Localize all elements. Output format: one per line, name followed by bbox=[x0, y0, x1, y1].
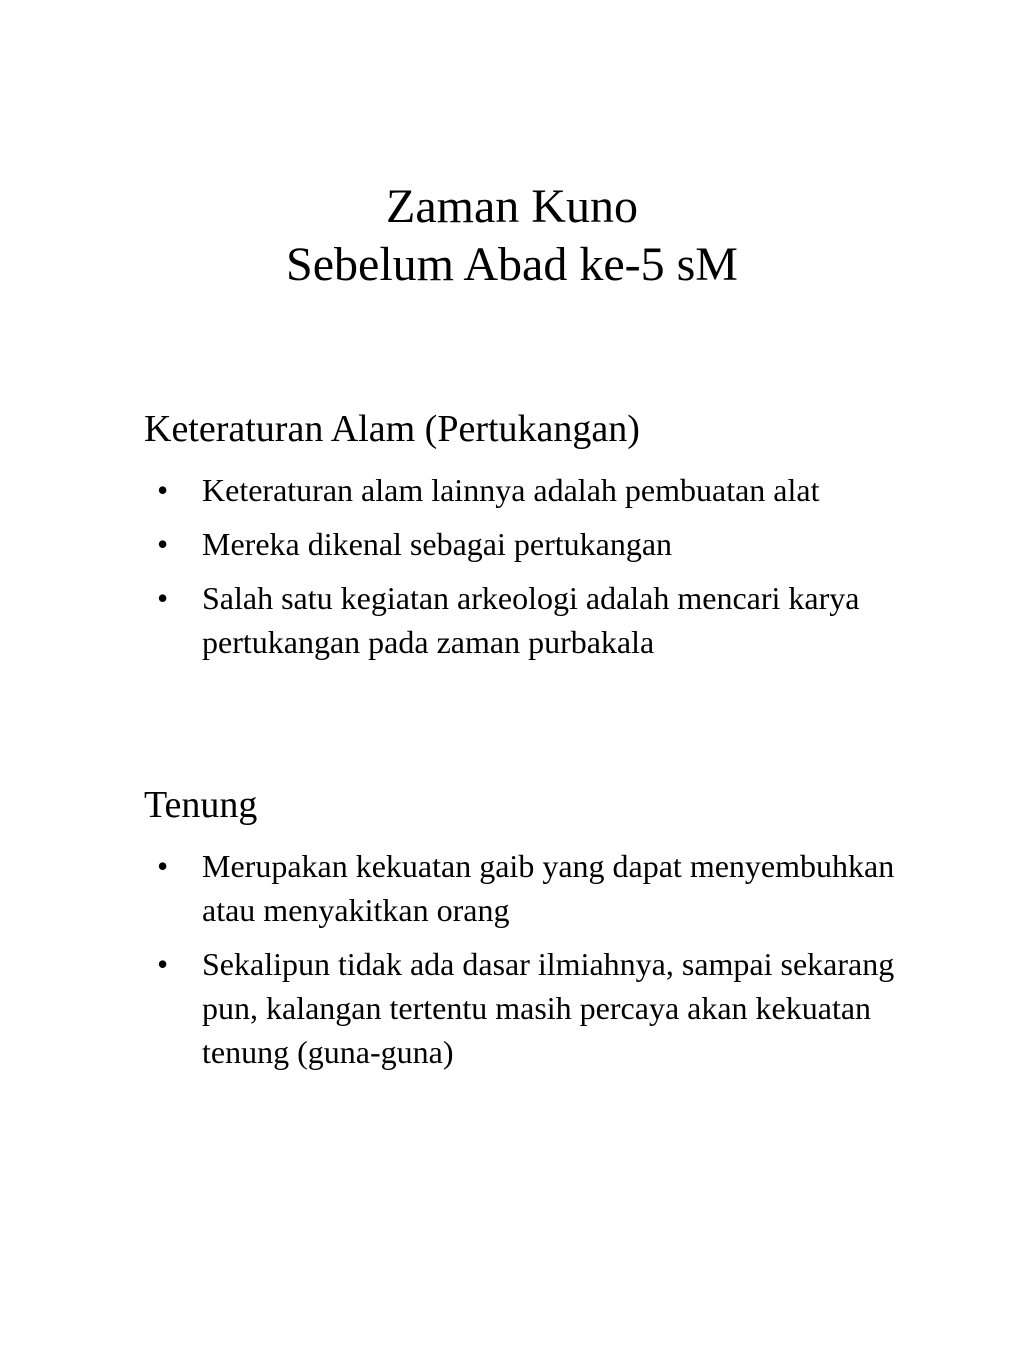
bullet-item bbox=[144, 468, 922, 512]
section-keteraturan-alam bbox=[144, 404, 944, 674]
section-tenung bbox=[144, 780, 944, 1084]
bullet-text: Sekalipun tidak ada dasar ilmiahnya, sampai sekarang pun, kalangan tertentu masih percaya akan kekuatan tenung (guna-guna) bbox=[202, 946, 895, 1070]
bullet-text: Keteraturan alam lainnya adalah pembuatan alat bbox=[202, 472, 820, 508]
bullet-item bbox=[144, 576, 922, 664]
bullet-icon: • bbox=[157, 472, 169, 508]
bullet-icon: • bbox=[157, 848, 169, 884]
bullet-item bbox=[144, 942, 922, 1074]
bullet-icon: • bbox=[157, 580, 169, 616]
section-heading: Keteraturan Alam (Pertukangan) bbox=[144, 408, 640, 450]
bullet-list bbox=[144, 468, 944, 664]
slide-title bbox=[0, 178, 1024, 294]
title-line-1: Zaman Kuno bbox=[386, 180, 638, 233]
bullet-text: Salah satu kegiatan arkeologi adalah mencari karya pertukangan pada zaman purbakala bbox=[202, 580, 860, 660]
bullet-icon: • bbox=[157, 946, 169, 982]
bullet-item bbox=[144, 844, 922, 932]
title-line-2: Sebelum Abad ke-5 sM bbox=[286, 238, 738, 291]
bullet-icon: • bbox=[157, 526, 169, 562]
bullet-item bbox=[144, 522, 922, 566]
bullet-text: Mereka dikenal sebagai pertukangan bbox=[202, 526, 673, 562]
bullet-text: Merupakan kekuatan gaib yang dapat menyembuhkan atau menyakitkan orang bbox=[202, 848, 895, 928]
bullet-list bbox=[144, 844, 944, 1074]
section-heading: Tenung bbox=[144, 784, 258, 826]
